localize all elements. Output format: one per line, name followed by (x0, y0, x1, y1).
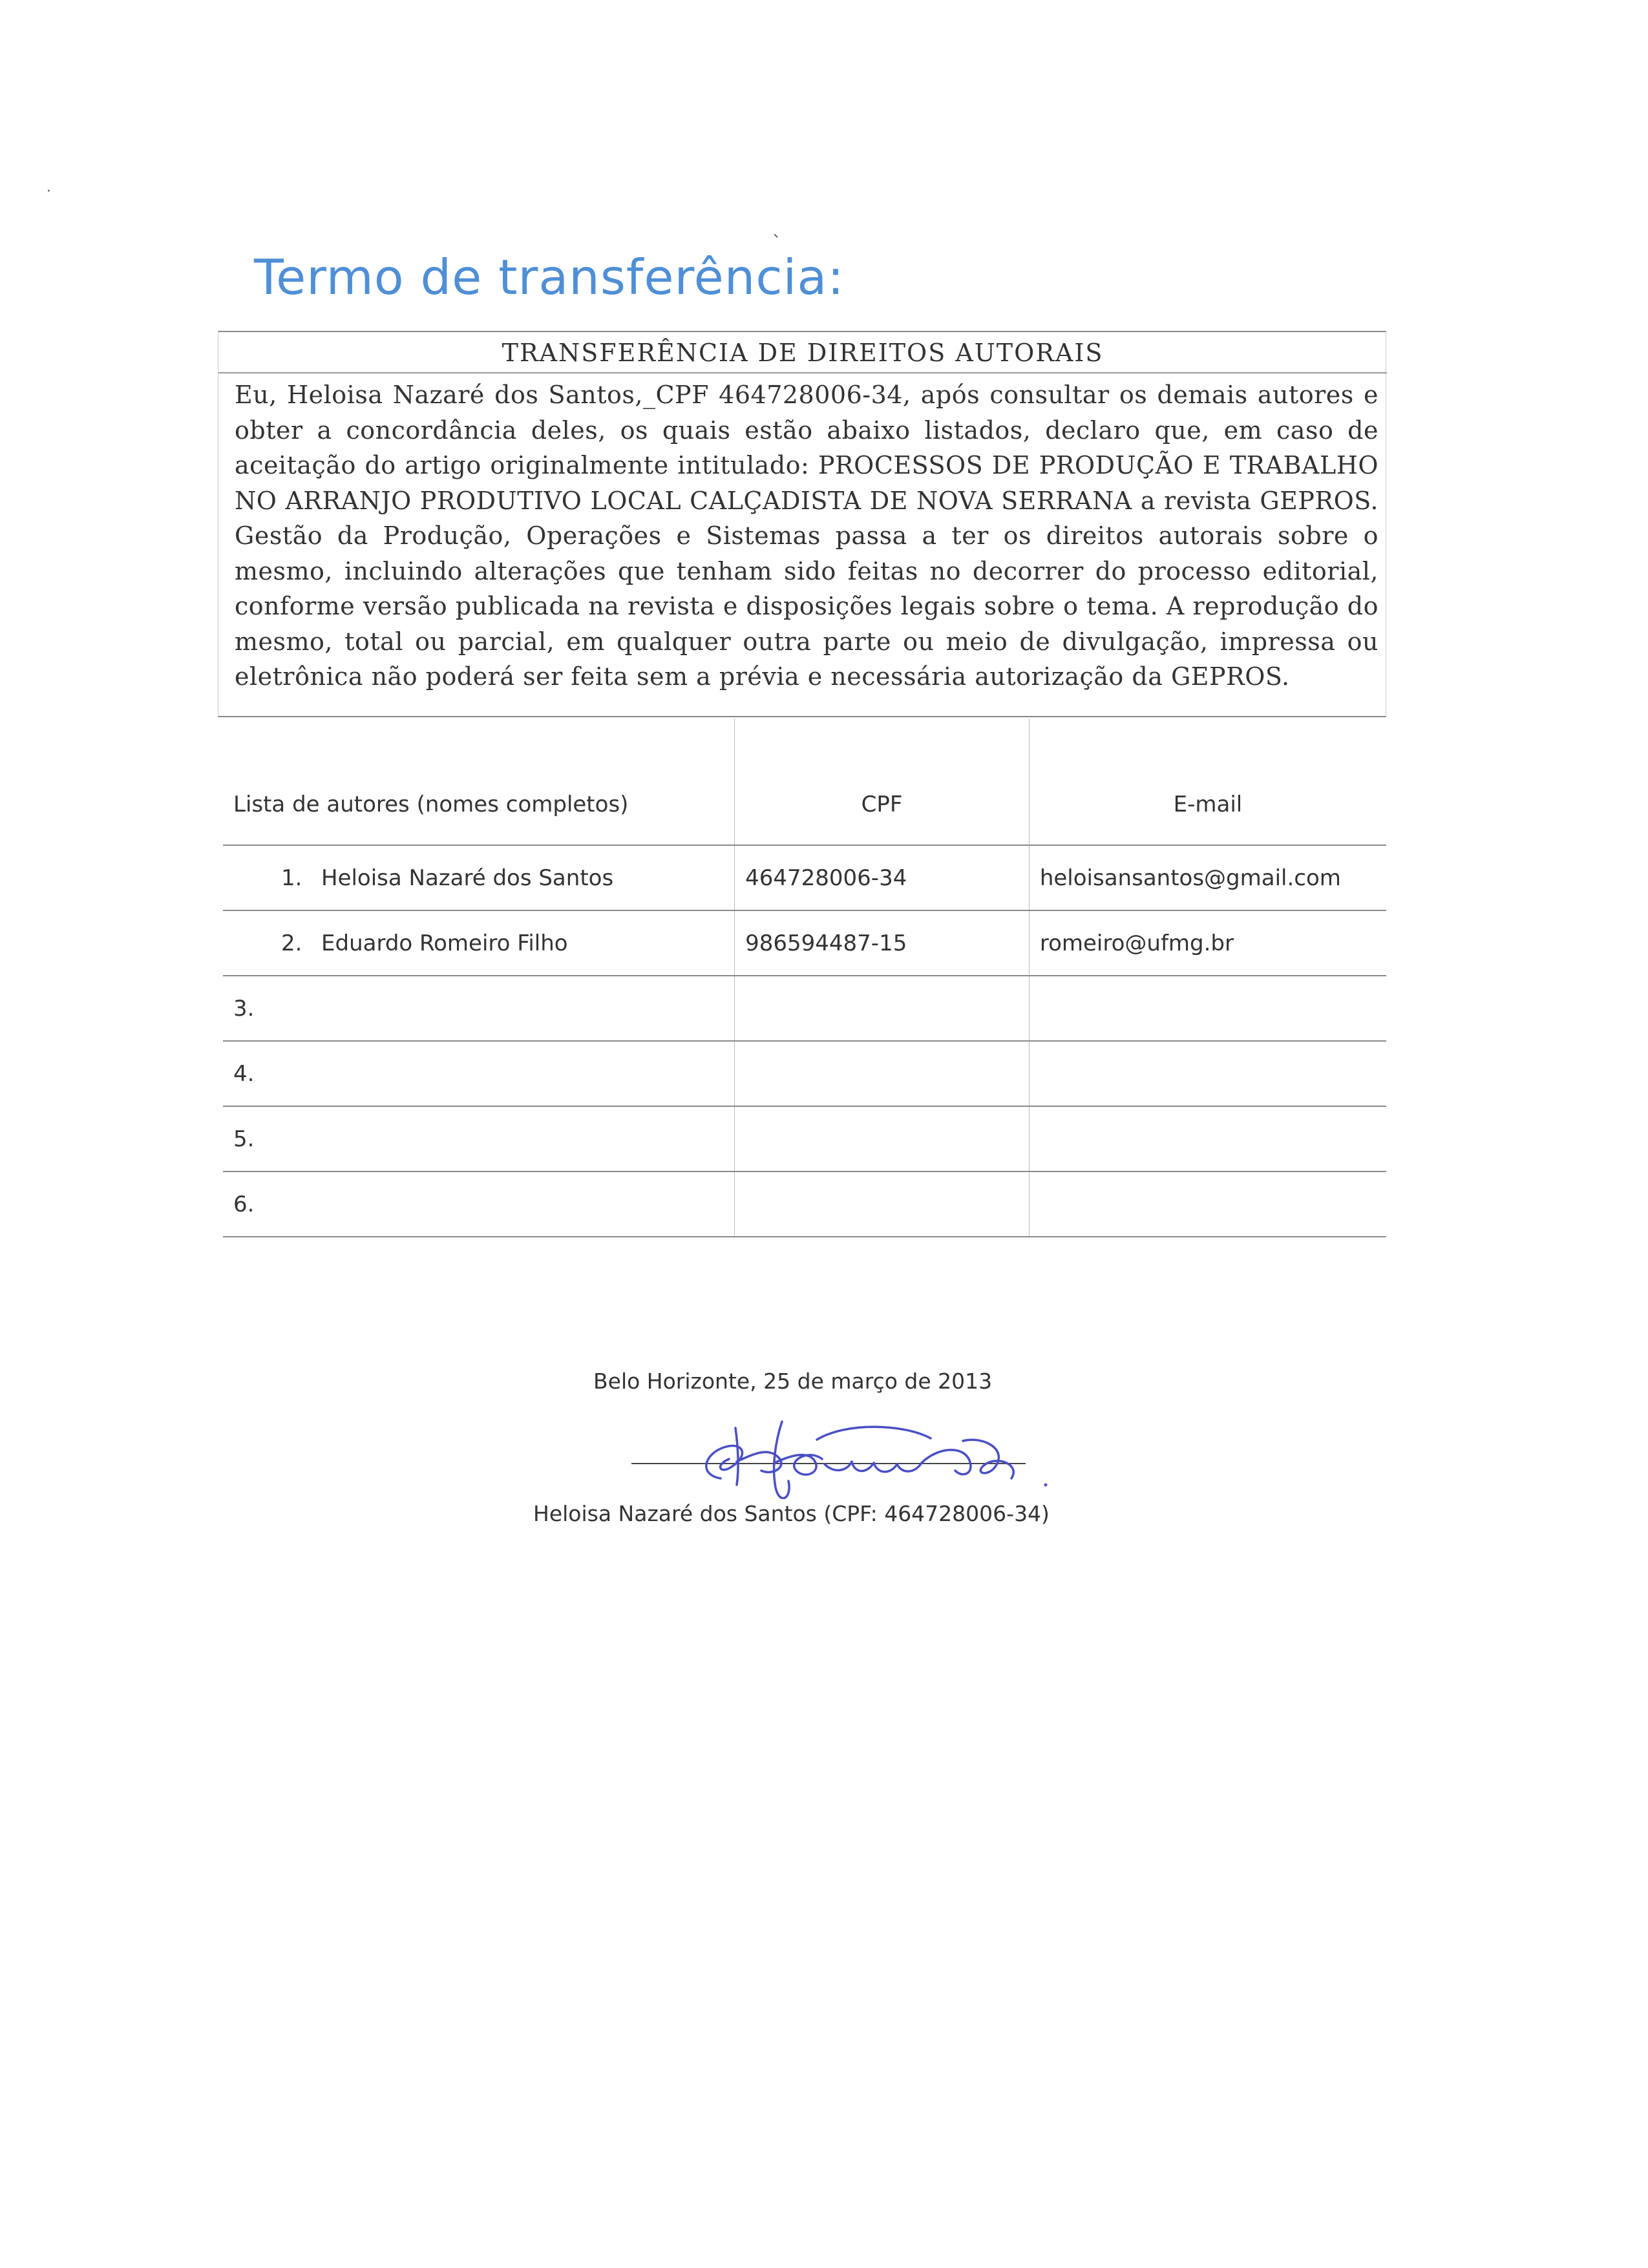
author-cpf: 464728006-34 (735, 845, 1030, 910)
author-name-cell (223, 1106, 735, 1171)
authors-table (223, 719, 1386, 1237)
author-name-cell (223, 976, 735, 1041)
author-name: Heloisa Nazaré dos Santos (321, 865, 614, 891)
table-row (223, 845, 1386, 910)
author-name-cell (223, 1041, 735, 1106)
author-name: Eduardo Romeiro Filho (321, 930, 568, 956)
author-email (1029, 1106, 1386, 1171)
row-number: 4. (233, 1060, 255, 1087)
header-email: E-mail (1029, 719, 1386, 845)
transfer-statement: Eu, Heloisa Nazaré dos Santos,_CPF 464728006-34, após consultar os demais autores e obter a concordância deles, os quais estão abaixo listados, declaro que, em caso de aceitação do artigo originalmente intitulado: PROCESSOS DE PRODUÇÃO E TRABALHO NO ARRANJO PRODUTIVO LOCAL CALÇADISTA DE NOVA SERRANA a revista GEPROS. Gestão da Produção, Operações e Sistemas passa a ter os direitos autorais sobre o mesmo, incluindo alterações que tenham sido feitas no decorrer do processo editorial, conforme versão publicada na revista e disposições legais sobre o tema. A reprodução do mesmo, total ou parcial, em qualquer outra parte ou meio de divulgação, impressa ou eletrônica não poderá ser feita sem a prévia e necessária autorização da GEPROS. (235, 381, 1379, 691)
authors-table-header (223, 719, 1386, 845)
author-cpf: 986594487-15 (735, 910, 1030, 976)
place-date: Belo Horizonte, 25 de março de 2013 (593, 1369, 993, 1394)
table-row (223, 1106, 1386, 1171)
author-email: romeiro@ufmg.br (1029, 910, 1386, 976)
author-email (1029, 1171, 1386, 1237)
page-title: Termo de transferência: (254, 249, 845, 306)
table-row (223, 1041, 1386, 1106)
scan-speck: ˎ (772, 216, 781, 238)
author-cpf (735, 1041, 1030, 1106)
row-number: 3. (233, 995, 255, 1022)
author-email: heloisansantos@gmail.com (1029, 845, 1386, 910)
header-cpf: CPF (735, 719, 1030, 845)
row-number: 2. (281, 930, 302, 956)
scan-speck: · (47, 184, 51, 200)
author-cpf (735, 976, 1030, 1041)
transfer-statement-box (218, 331, 1386, 717)
row-number: 6. (233, 1191, 255, 1217)
heading-divider (218, 372, 1387, 373)
author-cpf (735, 1106, 1030, 1171)
author-email (1029, 1041, 1386, 1106)
author-name-cell (223, 1171, 735, 1237)
author-name-cell (223, 910, 735, 976)
row-number: 5. (233, 1126, 255, 1152)
author-cpf (735, 1171, 1030, 1237)
author-name-cell (223, 845, 735, 910)
table-row (223, 1171, 1386, 1237)
section-heading: TRANSFERÊNCIA DE DIREITOS AUTORAIS (502, 339, 1104, 367)
handwritten-signature (659, 1402, 1060, 1499)
table-row (223, 910, 1386, 976)
row-number: 1. (281, 865, 302, 891)
table-row (223, 976, 1386, 1041)
signer-caption: Heloisa Nazaré dos Santos (CPF: 464728006-34) (533, 1501, 1050, 1526)
author-email (1029, 976, 1386, 1041)
header-name: Lista de autores (nomes completos) (223, 719, 735, 845)
